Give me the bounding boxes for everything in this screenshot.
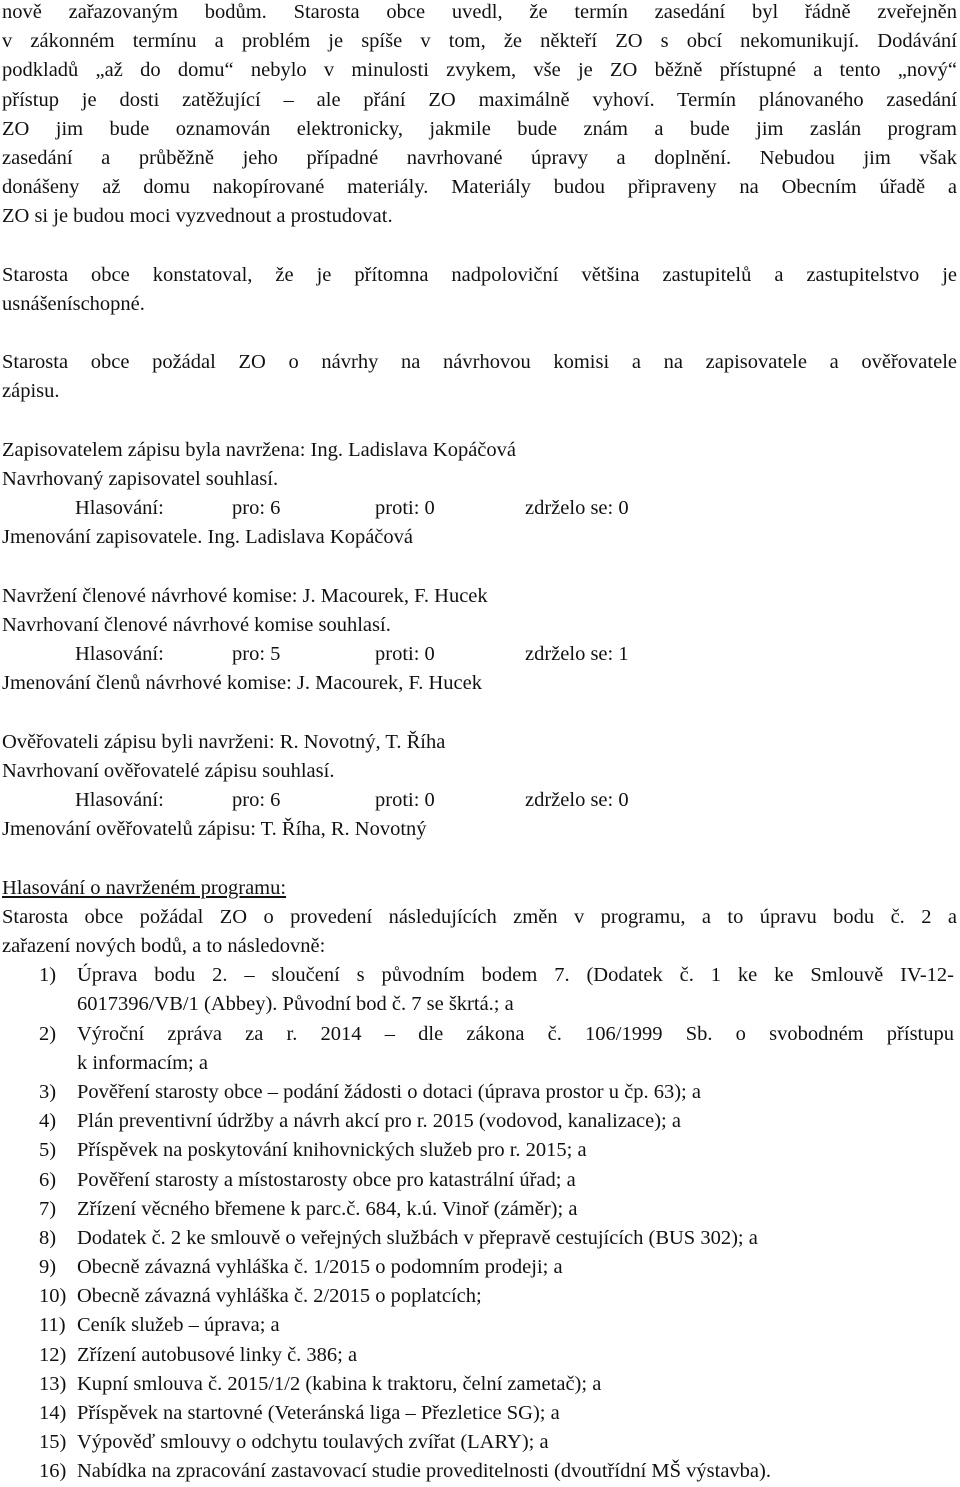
list-item-text: Dodatek č. 2 ke smlouvě o veřejných službách v přepravě cestujících (BUS 302); a [77, 1226, 758, 1249]
vote-result [2, 640, 957, 669]
vote-label: Hlasování: [75, 789, 164, 812]
vote-result [2, 786, 957, 815]
list-item [2, 1311, 957, 1340]
list-item [2, 1020, 957, 1078]
list-item-number: 13) [39, 1372, 67, 1395]
program-section [2, 874, 957, 1487]
list-item-text: Obecně závazná vyhláška č. 2/2015 o poplatcích; [77, 1285, 482, 1308]
list-item [2, 1253, 957, 1282]
committee-agrees: Navrhovaní členové návrhové komise souhlasí. [2, 613, 391, 636]
list-item-number: 2) [39, 1022, 57, 1045]
vote-for: pro: 6 [232, 497, 281, 520]
list-item-number: 3) [39, 1080, 57, 1103]
list-item [2, 1370, 957, 1399]
list-item-text: 6017396/VB/1 (Abbey). Původní bod č. 7 se škrtá.; a [77, 993, 514, 1016]
list-item-text: Příspěvek na poskytování knihovnických služeb pro r. 2015; a [77, 1139, 587, 1162]
list-item-text: Pověření starosty obce – podání žádosti o dotaci (úprava prostor u čp. 63); a [77, 1080, 701, 1103]
text-line: Starosta obce požádal ZO o návrhy na návrhovou komisi a na zapisovatele a ověřovatele [2, 351, 957, 374]
text-line: usnášeníschopné. [2, 292, 145, 315]
vote-result [2, 494, 957, 523]
text-line: nově zařazovaným bodům. Starosta obce uvedl, že termín zasedání byl řádně zveřejněn [2, 1, 957, 23]
list-item-text: Kupní smlouva č. 2015/1/2 (kabina k traktoru, čelní zametač); a [77, 1372, 602, 1395]
list-item-number: 7) [39, 1197, 57, 1220]
text-line: ZO si je budou moci vyzvednout a prostudovat. [2, 205, 393, 228]
text-line: donášeny až domu nakopírované materiály. Materiály budou připraveny na Obecním úřadě a [2, 176, 957, 199]
quorum-paragraph [2, 261, 957, 319]
list-item-number: 11) [39, 1314, 66, 1337]
text-line: přístup je dosti zatěžující – ale přání ZO maximálně vyhoví. Termín plánovaného zasedání [2, 88, 957, 111]
list-item-number: 5) [39, 1139, 57, 1162]
list-item-text: Plán preventivní údržby a návrh akcí pro r. 2015 (vodovod, kanalizace); a [77, 1110, 681, 1133]
program-heading: Hlasování o navrženém programu: [2, 876, 287, 899]
list-item [2, 1195, 957, 1224]
text-line: podkladů „až do domu“ nebylo v minulosti zvykem, vše je ZO běžně přístupné a tento „nový“ [2, 59, 957, 82]
list-item [2, 1428, 957, 1457]
text-line: zařazení nových bodů, a to následovně: [2, 935, 326, 957]
text-line: zápisu. [2, 380, 60, 403]
list-item-number: 14) [39, 1402, 67, 1424]
recorder-agrees: Navrhovaný zapisovatel souhlasí. [2, 468, 279, 490]
vote-against: proti: 0 [375, 643, 435, 666]
committee-proposed: Navržení členové návrhové komise: J. Macourek, F. Hucek [2, 584, 488, 607]
recorder-proposed: Zapisovatelem zápisu byla navržena: Ing. Ladislava Kopáčová [2, 438, 517, 461]
vote-abstain: zdrželo se: 0 [525, 497, 629, 520]
verifiers-section [2, 728, 957, 845]
vote-abstain: zdrželo se: 1 [525, 643, 629, 666]
vote-label: Hlasování: [75, 643, 164, 666]
recorder-appointed: Jmenování zapisovatele. Ing. Ladislava Kopáčová [2, 526, 413, 549]
vote-for: pro: 5 [232, 643, 281, 666]
list-item-text: Zřízení věcného břemene k parc.č. 684, k.ú. Vinoř (záměr); a [77, 1197, 578, 1220]
vote-against: proti: 0 [375, 789, 435, 812]
list-item-text: Pověření starosty a místostarosty obce pro katastrální úřad; a [77, 1168, 576, 1191]
proposals-paragraph [2, 348, 957, 406]
list-item-number: 10) [39, 1285, 67, 1308]
list-item-text: Zřízení autobusové linky č. 386; a [77, 1343, 358, 1366]
committee-section [2, 582, 957, 699]
list-item [2, 961, 957, 1019]
text-line: Starosta obce konstatoval, že je přítomna nadpoloviční většina zastupitelů a zastupitelstvo je [2, 263, 957, 286]
list-item-text: Obecně závazná vyhláška č. 1/2015 o podomním prodeji; a [77, 1256, 563, 1279]
list-item-text: Příspěvek na startovné (Veteránská liga – Přezletice SG); a [77, 1402, 560, 1424]
vote-abstain: zdrželo se: 0 [525, 789, 629, 812]
list-item [2, 1341, 957, 1370]
vote-label: Hlasování: [75, 497, 164, 520]
list-item-number: 12) [39, 1343, 67, 1366]
list-item-number: 8) [39, 1226, 57, 1249]
list-item-text: Výpověď smlouvy o odchytu toulavých zvířat (LARY); a [77, 1431, 549, 1454]
list-item-text: Nabídka na zpracování zastavovací studie proveditelnosti (dvoutřídní MŠ výstavba). [77, 1460, 771, 1483]
text-line: Starosta obce požádal ZO o provedení následujících změn v programu, a to úpravu bodu č. 2 a [2, 905, 957, 928]
list-item [2, 1078, 957, 1107]
recorder-section [2, 436, 957, 553]
intro-paragraph [2, 0, 957, 232]
vote-against: proti: 0 [375, 497, 435, 520]
text-line: zasedání a průběžně jeho případné navrhované úpravy a doplnění. Nebudou jim však [2, 146, 957, 169]
list-item-text: Ceník služeb – úprava; a [77, 1314, 280, 1337]
verifiers-appointed: Jmenování ověřovatelů zápisu: T. Říha, R. Novotný [2, 818, 427, 841]
committee-appointed: Jmenování členů návrhové komise: J. Macourek, F. Hucek [2, 672, 482, 695]
verifiers-proposed: Ověřovateli zápisu byli navrženi: R. Novotný, T. Říha [2, 730, 446, 753]
list-item [2, 1224, 957, 1253]
list-item-text: k informacím; a [77, 1051, 208, 1074]
text-line: ZO jim bude oznamován elektronicky, jakmile bude znám a bude jim zaslán program [2, 117, 957, 140]
list-item-number: 15) [39, 1431, 67, 1454]
vote-for: pro: 6 [232, 789, 281, 812]
list-item-number: 4) [39, 1110, 57, 1133]
list-item-number: 1) [39, 964, 57, 987]
list-item [2, 1282, 957, 1311]
list-item-number: 6) [39, 1168, 57, 1191]
list-item-text: Výroční zpráva za r. 2014 – dle zákona č. 106/1999 Sb. o svobodném přístupu [77, 1022, 954, 1045]
list-item [2, 1107, 957, 1136]
list-item [2, 1457, 957, 1486]
list-item [2, 1166, 957, 1195]
verifiers-agrees: Navrhovaní ověřovatelé zápisu souhlasí. [2, 759, 335, 782]
list-item-text: Úprava bodu 2. – sloučení s původním bodem 7. (Dodatek č. 1 ke ke Smlouvě IV-12- [77, 964, 954, 987]
list-item [2, 1136, 957, 1165]
list-item-number: 16) [39, 1460, 67, 1483]
text-line: v zákonném termínu a problém je spíše v tom, že někteří ZO s obcí nekomunikují. Dodávání [2, 30, 957, 53]
list-item-number: 9) [39, 1256, 57, 1279]
program-list [2, 961, 957, 1486]
list-item [2, 1399, 957, 1428]
